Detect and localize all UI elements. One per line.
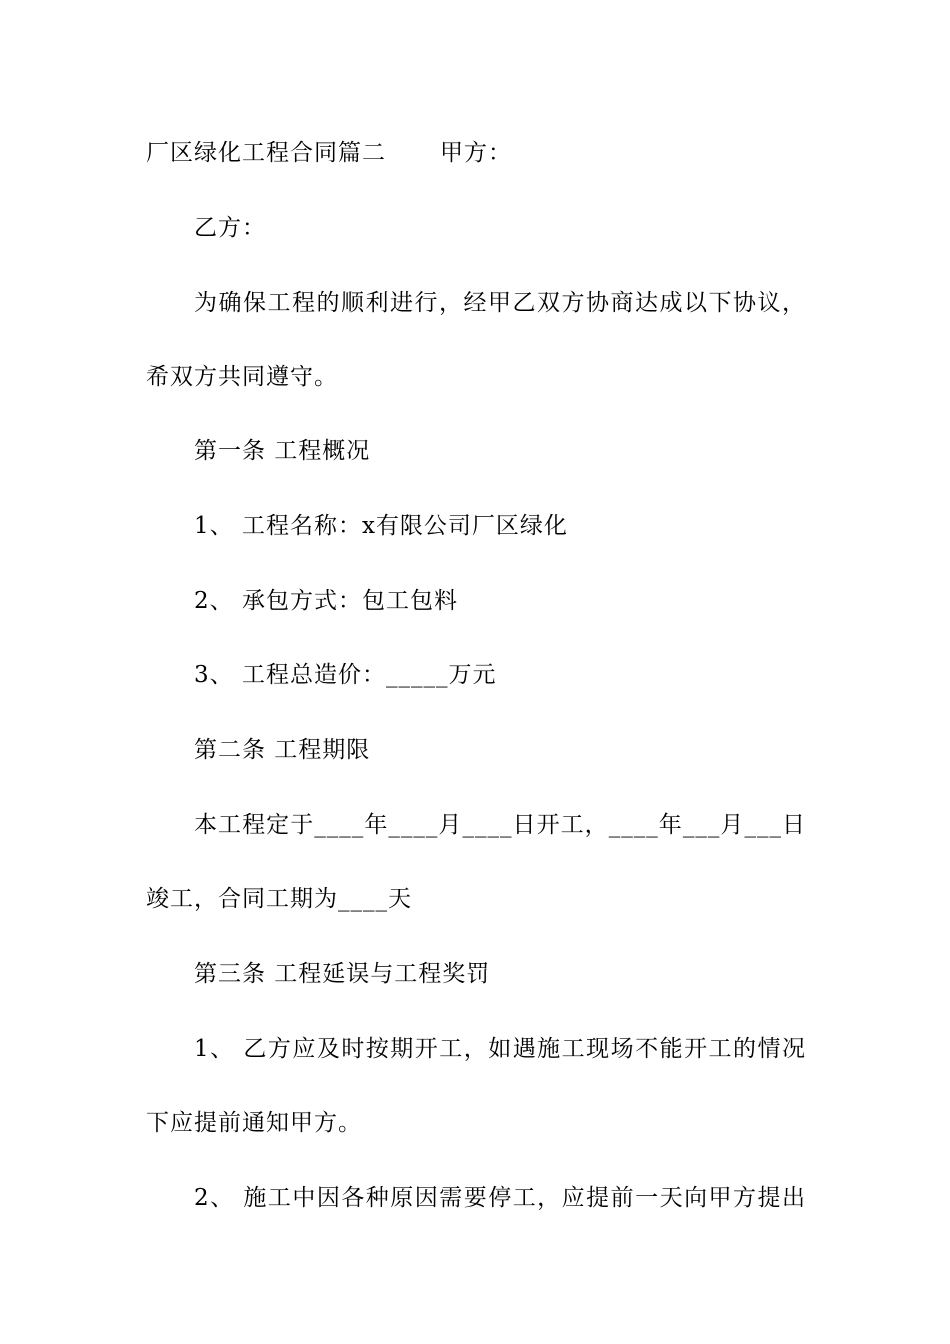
party-a-label: 甲方： xyxy=(440,140,512,166)
intro-line-1: 为确保工程的顺利进行，经甲乙双方协商达成以下协议， xyxy=(194,290,806,316)
article-3-item-1-line-2: 下应提前通知甲方。 xyxy=(146,1110,362,1136)
article-3-item-1-line-1: 1、 乙方应及时按期开工，如遇施工现场不能开工的情况 xyxy=(194,1036,806,1062)
header-line xyxy=(146,138,816,168)
article-1-title: 第一条 工程概况 xyxy=(194,438,371,464)
article-2-line-2: 竣工，合同工期为____天 xyxy=(146,886,412,912)
article-3-item-2-line-1: 2、 施工中因各种原因需要停工，应提前一天向甲方提出 xyxy=(194,1185,806,1211)
party-b-label: 乙方： xyxy=(194,215,266,241)
intro-line-2: 希双方共同遵守。 xyxy=(146,364,338,390)
article-1-item-2: 2、 承包方式：包工包料 xyxy=(194,588,458,614)
article-2-title: 第二条 工程期限 xyxy=(194,737,371,763)
article-1-item-1: 1、 工程名称：x有限公司厂区绿化 xyxy=(194,513,568,539)
article-1-item-3: 3、 工程总造价：_____万元 xyxy=(194,662,497,688)
article-3-title: 第三条 工程延误与工程奖罚 xyxy=(194,961,491,987)
document-title: 厂区绿化工程合同篇二 xyxy=(146,140,386,166)
article-2-line-1: 本工程定于____年____月____日开工，____年___月___日 xyxy=(194,812,806,838)
